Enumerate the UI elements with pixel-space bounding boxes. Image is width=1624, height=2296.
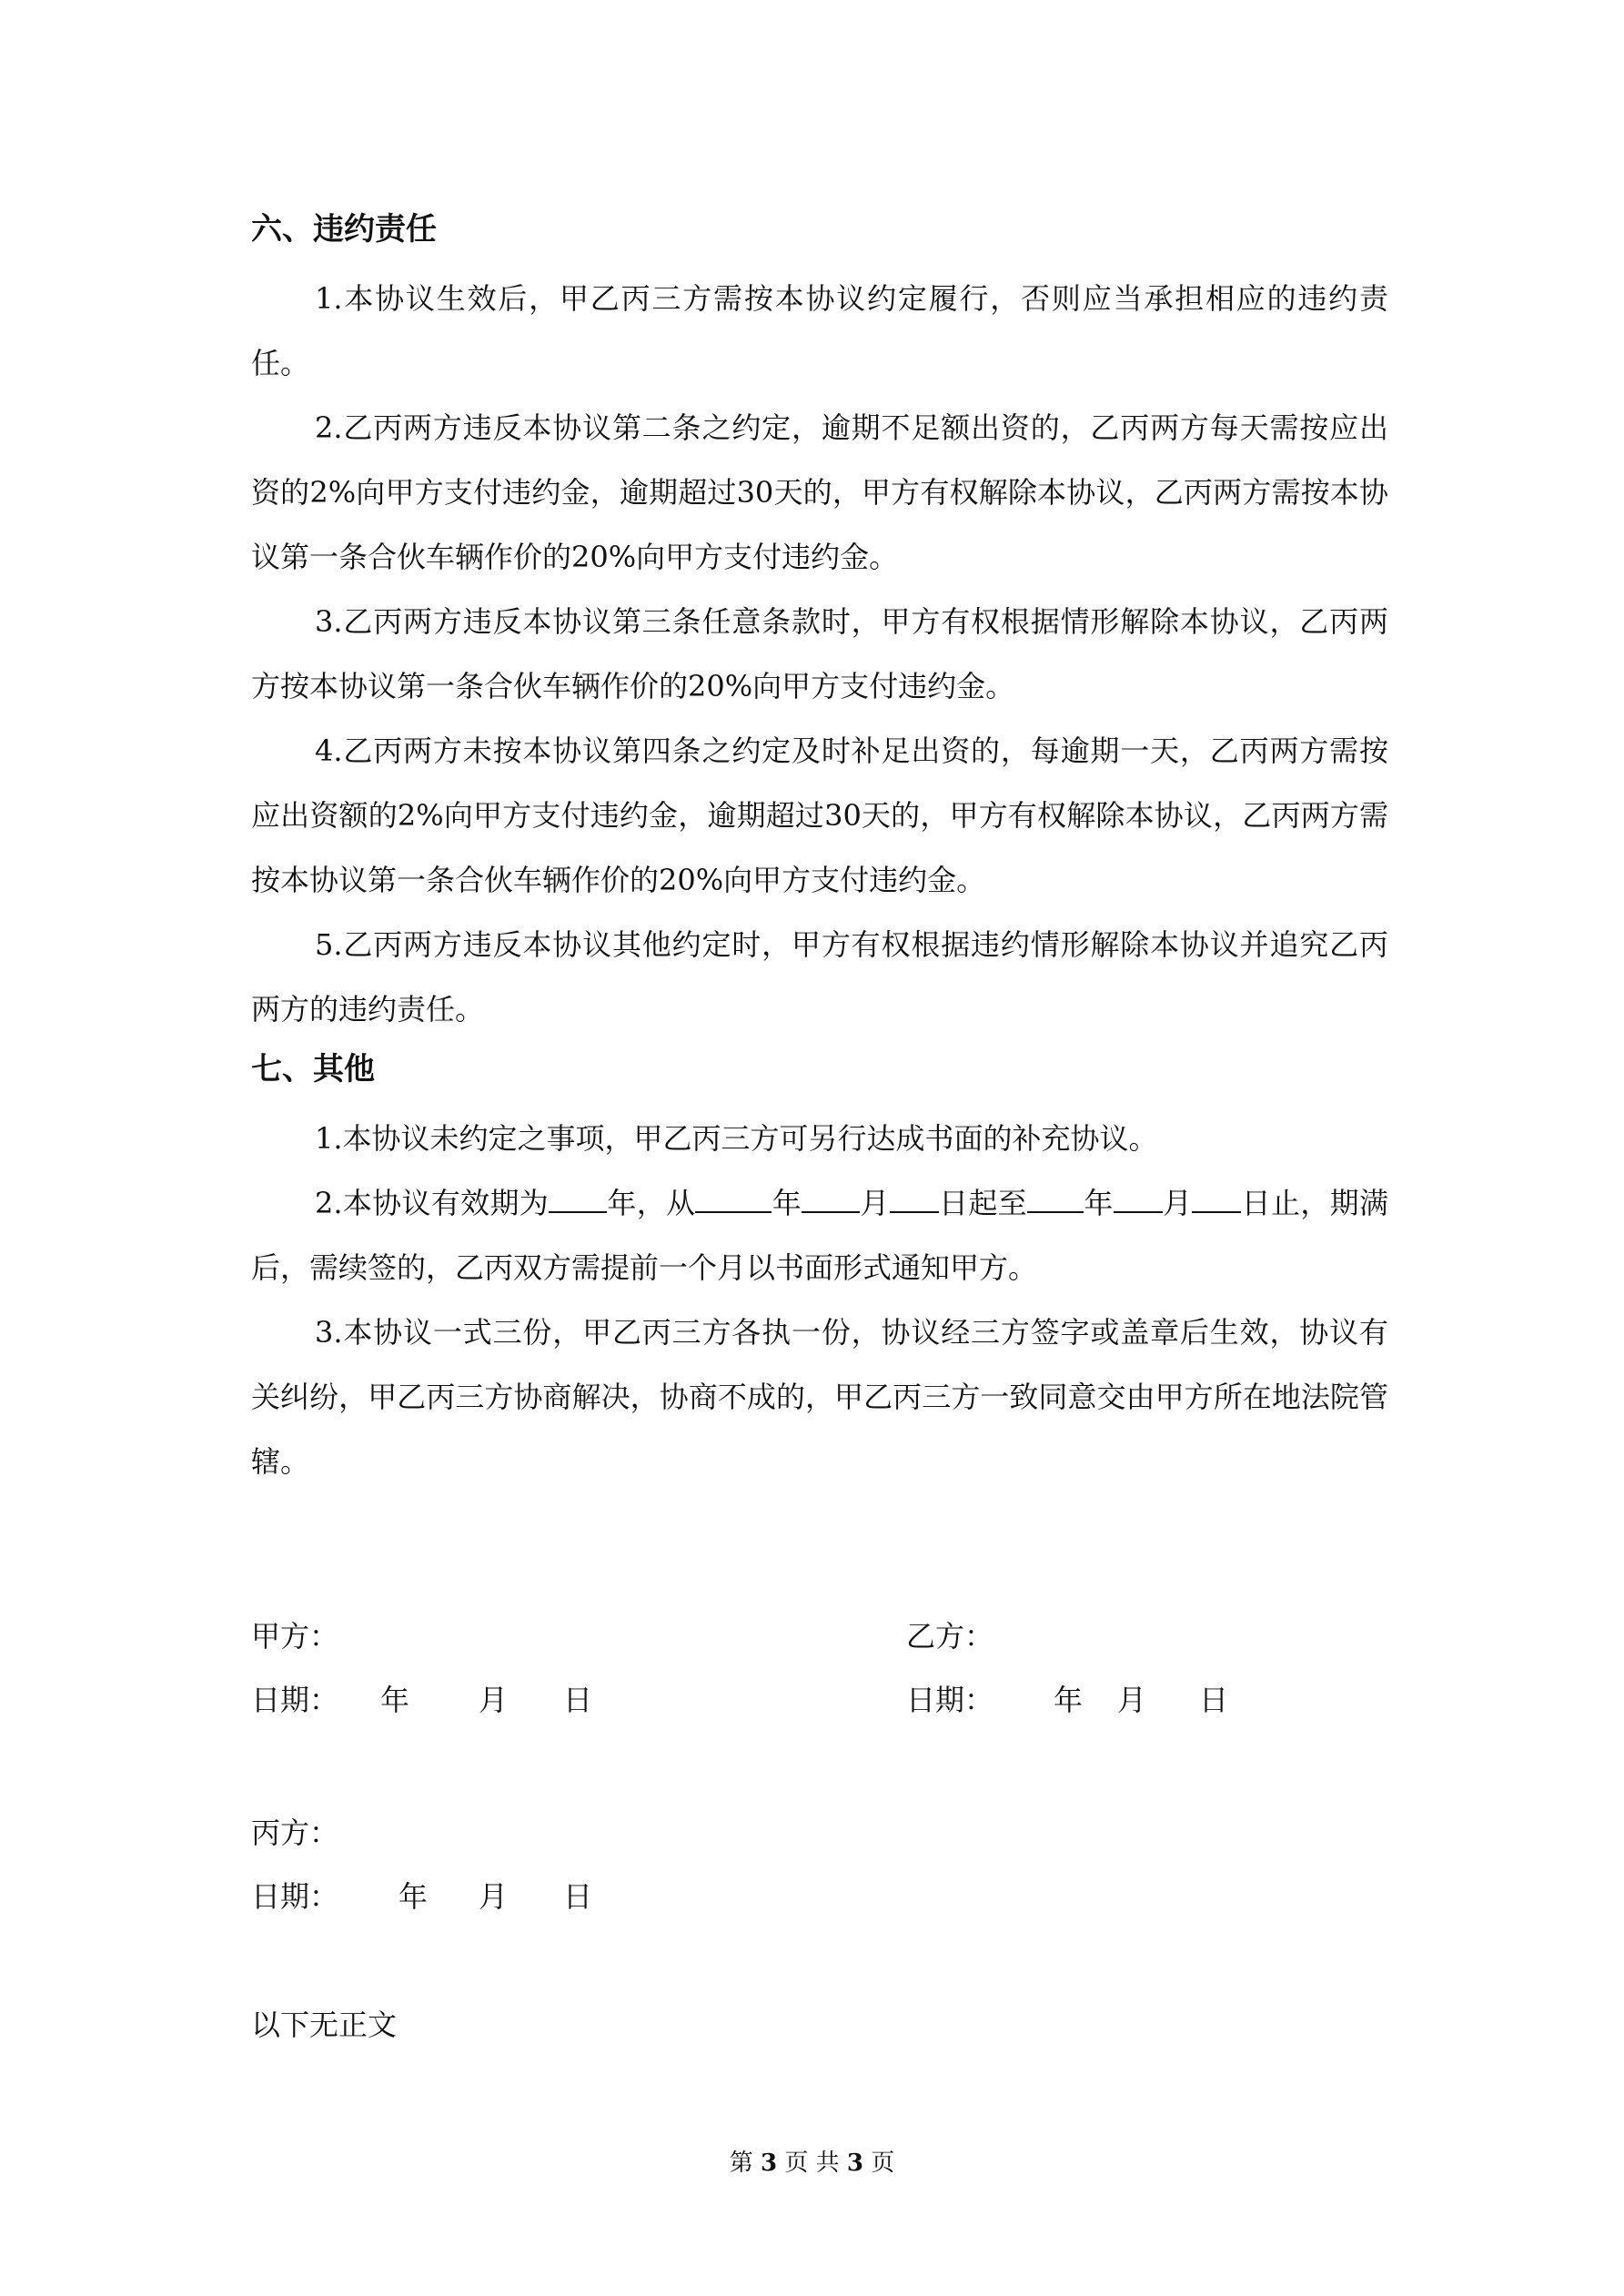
end-of-text-note: 以下无正文: [251, 2008, 398, 2042]
clause-2-text-d: 月: [860, 1186, 890, 1220]
footer-prefix: 第: [729, 2149, 753, 2177]
date-year: 年: [380, 1683, 410, 1717]
party-a-label: 甲方：: [251, 1619, 339, 1654]
other-clause-3: 3.本协议一式三份，甲乙丙三方各执一份，协议经三方签字或盖章后生效，协议有关纠纷，甲乙丙三方协商解决，协商不成的，甲乙丙三方一致同意交由甲方所在地法院管辖。: [251, 1315, 1388, 1479]
other-clause-2: [251, 1171, 1388, 1300]
date-label: 日期：: [251, 1879, 339, 1914]
footer-mid: 页 共: [784, 2149, 840, 2177]
breach-clause-3: 3.乙丙两方违反本协议第三条任意条款时，甲方有权根据情形解除本协议，乙丙两方按本协议第一条合伙车辆作价的20%向甲方支付违约金。: [251, 604, 1388, 703]
date-month: 月: [479, 1683, 509, 1717]
party-c-label: 丙方：: [251, 1816, 339, 1850]
blank-end-month[interactable]: [1114, 1184, 1163, 1213]
breach-clause-1: 1.本协议生效后，甲乙丙三方需按本协议约定履行，否则应当承担相应的违约责任。: [251, 281, 1388, 380]
date-day: 日: [1199, 1683, 1229, 1717]
blank-end-day[interactable]: [1192, 1184, 1241, 1213]
blank-start-year[interactable]: [695, 1184, 772, 1213]
section-heading-other: 七、其他: [251, 1051, 375, 1087]
clause-2-text-h: 日止，期满后，需续签的，乙丙双方需提前一个月以书面形式通知甲方。: [251, 1186, 1388, 1285]
clause-2-text-b: 年，从: [607, 1186, 696, 1220]
clause-2-text-c: 年: [772, 1186, 802, 1220]
breach-clause-2: 2.乙丙两方违反本协议第二条之约定，逾期不足额出资的，乙丙两方每天需按应出资的2%向甲方支付违约金，逾期超过30天的，甲方有权解除本协议，乙丙两方需按本协议第一条合伙车辆作价的20%向甲方支付违约金。: [251, 410, 1388, 574]
party-c-date: [251, 1878, 615, 1915]
page-footer: [0, 2148, 1624, 2179]
clause-2-text-e: 日起至: [938, 1186, 1028, 1220]
date-year: 年: [398, 1879, 429, 1914]
document-body: [251, 202, 1388, 1494]
breach-clause-5: 5.乙丙两方违反本协议其他约定时，甲方有权根据违约情形解除本协议并追究乙丙两方的违约责任。: [251, 927, 1388, 1027]
date-label: 日期：: [251, 1683, 339, 1717]
clause-2-text-f: 年: [1084, 1186, 1114, 1220]
breach-clause-4: 4.乙丙两方未按本协议第四条之约定及时补足出资的，每逾期一天，乙丙两方需按应出资额的2%向甲方支付违约金，逾期超过30天的，甲方有权解除本协议，乙丙两方需按本协议第一条合伙车辆作价的20%向甲方支付违约金。: [251, 733, 1388, 897]
date-day: 日: [563, 1879, 593, 1914]
date-day: 日: [563, 1683, 593, 1717]
section-heading-breach: 六、违约责任: [251, 211, 437, 248]
clause-2-text-g: 月: [1162, 1186, 1193, 1220]
blank-start-day[interactable]: [890, 1184, 939, 1213]
blank-years[interactable]: [549, 1184, 607, 1213]
blank-start-month[interactable]: [802, 1184, 860, 1213]
current-page-number: 3: [761, 2149, 778, 2177]
date-month: 月: [1117, 1683, 1147, 1717]
other-clause-1: 1.本协议未约定之事项，甲乙丙三方可另行达成书面的补充协议。: [315, 1121, 1158, 1156]
party-b-label: 乙方：: [906, 1619, 994, 1654]
total-page-number: 3: [846, 2149, 863, 2177]
party-a-date: [251, 1682, 615, 1718]
party-b-date: [906, 1682, 1270, 1718]
date-month: 月: [479, 1879, 509, 1914]
blank-end-year[interactable]: [1027, 1184, 1084, 1213]
footer-suffix: 页: [871, 2149, 895, 2177]
date-year: 年: [1054, 1683, 1084, 1717]
date-label: 日期：: [906, 1683, 994, 1717]
clause-2-text-a: 2.本协议有效期为: [315, 1186, 550, 1220]
